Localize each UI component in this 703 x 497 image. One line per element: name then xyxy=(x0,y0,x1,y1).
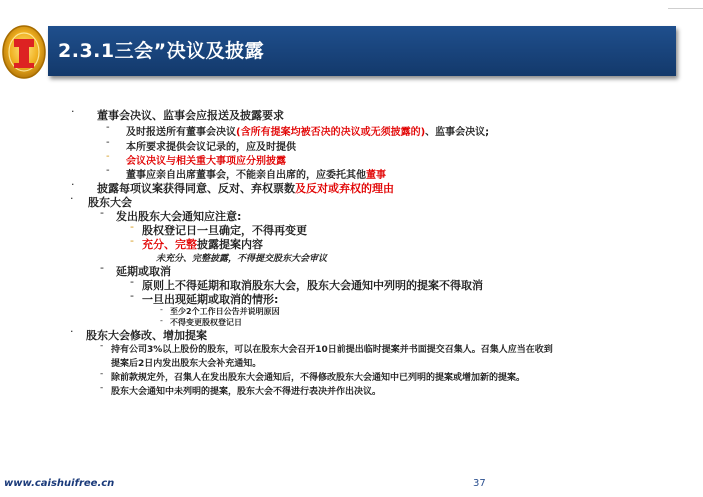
bullet-icon: - xyxy=(106,137,110,148)
list-item: - 董事应亲自出席董事会，不能亲自出席的，应委托其他董事 xyxy=(106,165,386,181)
footer-url[interactable]: www.caishuifree.cn xyxy=(4,478,115,489)
bullet-icon: - xyxy=(160,316,163,325)
list-item: - 股东大会通知中未列明的提案，股东大会不得进行表决并作出决议。 xyxy=(100,383,382,397)
list-item: - 原则上不得延期和取消股东大会，股东大会通知中列明的提案不得取消 xyxy=(130,275,483,292)
bullet-icon: · xyxy=(70,325,74,338)
bullet-icon: - xyxy=(130,275,134,288)
bullet-icon: - xyxy=(100,383,104,393)
list-item: - 至少2个工作日公告并说明原因 xyxy=(160,305,280,316)
bullet-icon: - xyxy=(106,151,110,162)
list-item: · 披露每项议案获得同意、反对、弃权票数及反对或弃权的理由 xyxy=(71,178,394,195)
bullet-icon: - xyxy=(130,234,134,247)
bullet-icon: · xyxy=(71,105,75,118)
list-item: - 充分、完整披露提案内容 xyxy=(130,234,263,251)
bullet-icon: - xyxy=(100,369,104,379)
list-item: - 延期或取消 xyxy=(100,261,171,278)
list-item: 未充分、完整披露，不得提交股东大会审议 xyxy=(156,254,328,264)
bullet-icon: · xyxy=(70,192,74,205)
bullet-icon: - xyxy=(106,165,110,176)
list-item: - 发出股东大会通知应注意: xyxy=(100,206,242,223)
bullet-icon: - xyxy=(100,261,104,274)
list-item: · 董事会决议、监事会应报送及披露要求 xyxy=(71,105,284,122)
bullet-icon: - xyxy=(100,341,104,351)
list-item: - 不得变更股权登记日 xyxy=(160,316,242,327)
list-item: - 及时报送所有董事会决议(含所有提案均被否决的决议或无须披露的)、监事会决议; xyxy=(106,122,490,138)
list-item: - 会议决议与相关重大事项应分别披露 xyxy=(106,151,286,167)
list-item: - 股权登记日一旦确定，不得再变更 xyxy=(130,220,307,237)
bullet-icon: - xyxy=(160,305,163,314)
bullet-icon: - xyxy=(100,206,104,219)
list-item: - 本所要求提供会议记录的，应及时提供 xyxy=(106,137,296,153)
list-item: · 股东大会 xyxy=(70,192,132,209)
page-number: 37 xyxy=(473,478,486,489)
list-item-continuation: 提案后2日内发出股东大会补充通知。 xyxy=(111,359,262,369)
slide-title: 2.3.1三会”决议及披露 xyxy=(58,40,265,62)
bullet-icon: - xyxy=(130,220,134,233)
bullet-icon: - xyxy=(130,289,134,302)
bullet-icon: · xyxy=(71,178,75,191)
list-item: - 一旦出现延期或取消的情形: xyxy=(130,289,279,306)
bullet-icon: - xyxy=(106,122,110,133)
list-item: - 持有公司3%以上股份的股东，可以在股东大会召开10日前提出临时提案并书面提交召集人。召集人应当在收到 xyxy=(100,341,553,355)
list-item: · 股东大会修改、增加提案 xyxy=(70,325,207,342)
list-item: - 除前款规定外，召集人在发出股东大会通知后，不得修改股东大会通知中已列明的提案或增加新的提案。 xyxy=(100,369,526,383)
